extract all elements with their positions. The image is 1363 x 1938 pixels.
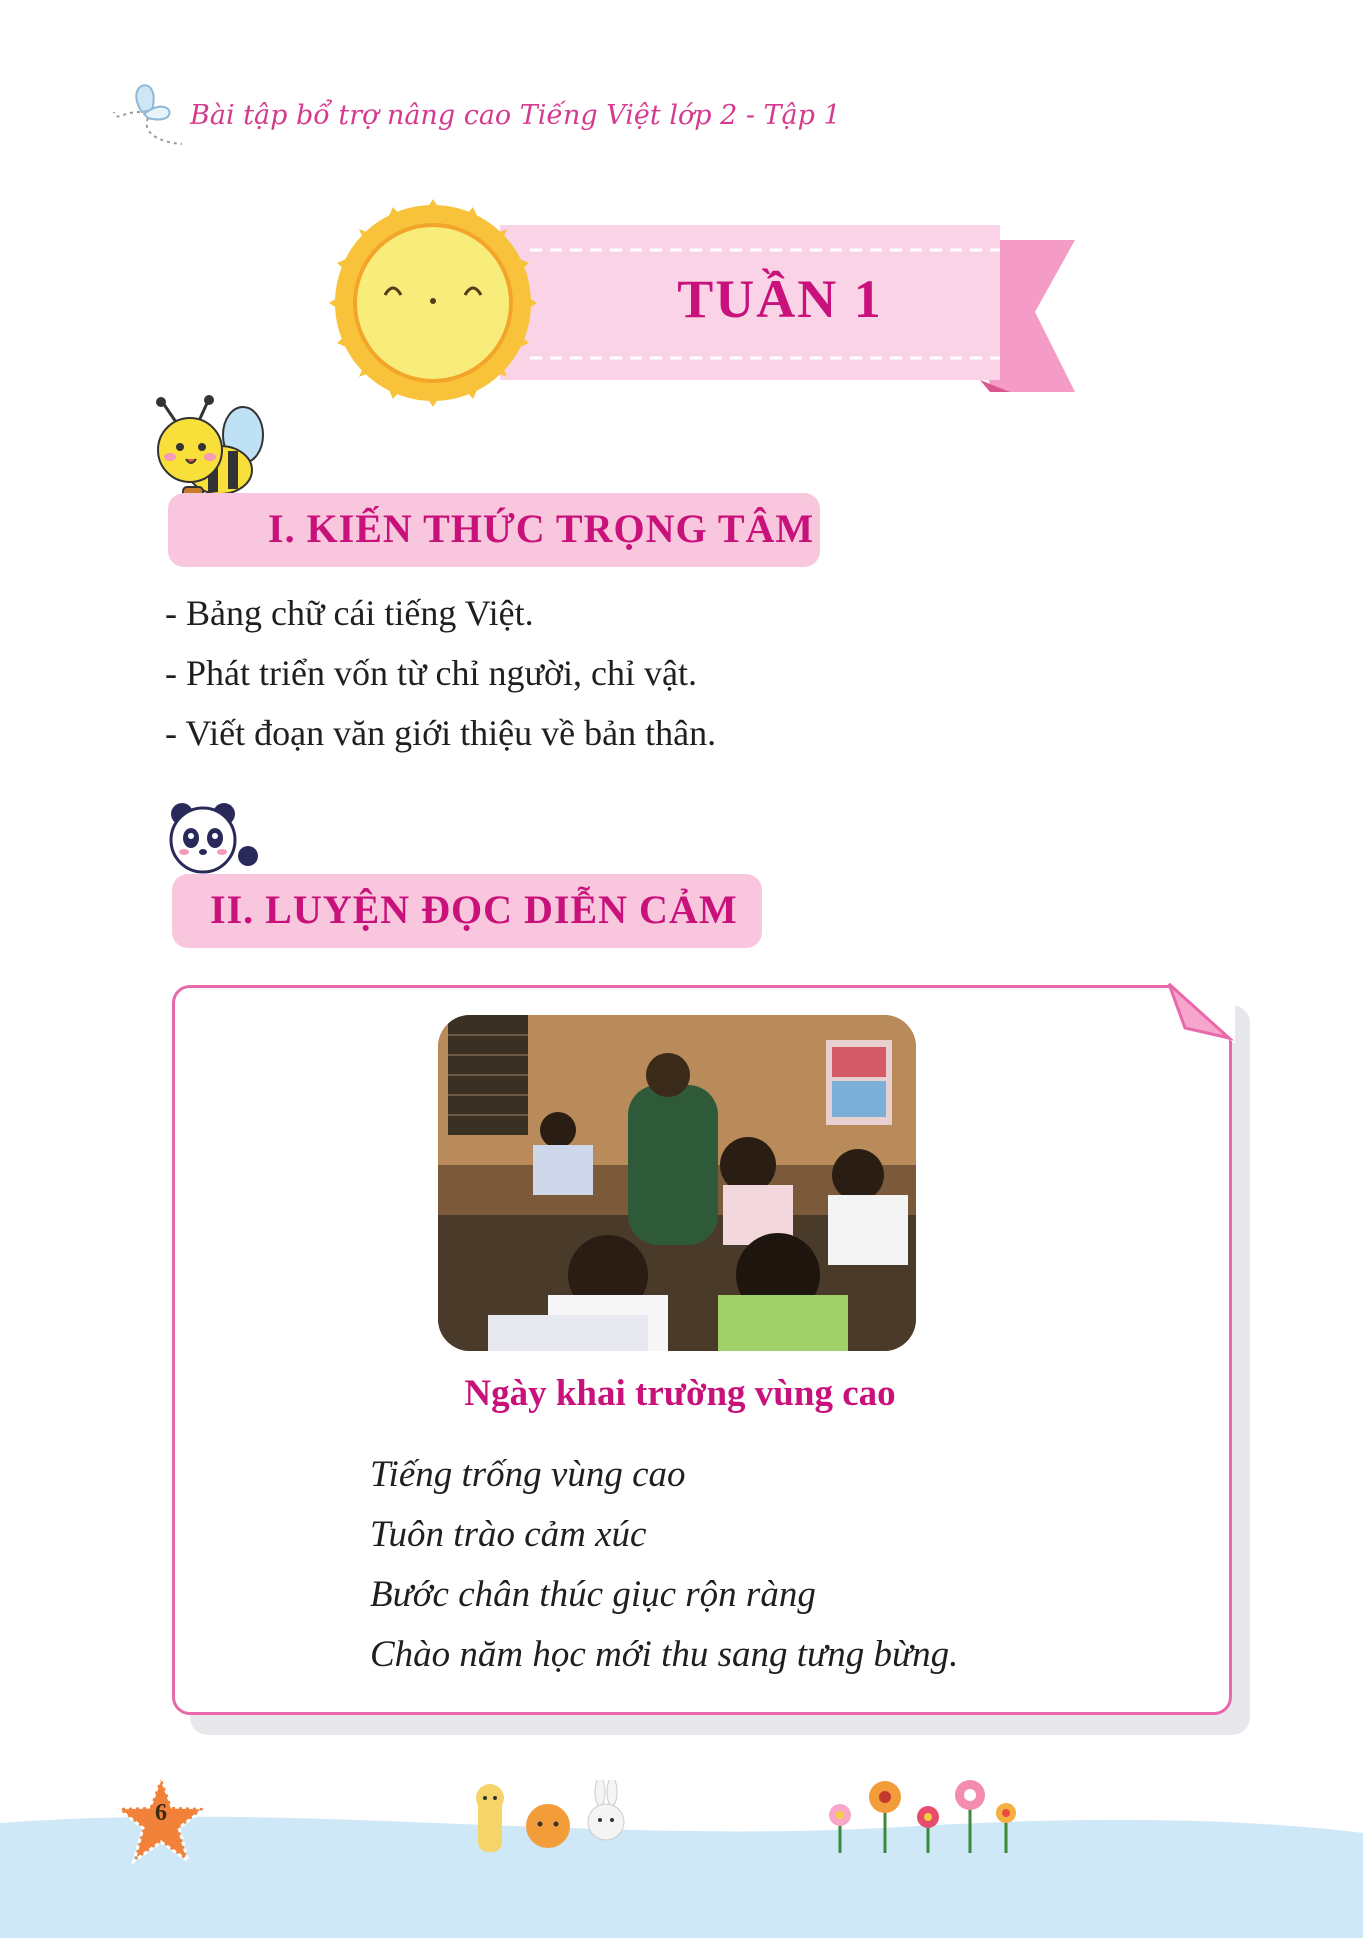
bullet-item: - Viết đoạn văn giới thiệu về bản thân. [165,713,717,753]
poem-title: Ngày khai trường vùng cao [464,1373,896,1414]
poem-line: Tuôn trào cảm xúc [370,1514,647,1555]
poem-line: Tiếng trống vùng cao [370,1454,686,1495]
week-title: TUẦN 1 [677,269,883,329]
poem-line: Bước chân thúc giục rộn ràng [370,1574,816,1615]
bullet-item: - Bảng chữ cái tiếng Việt. [165,593,534,633]
panda-icon [168,800,268,880]
bullet-item: - Phát triển vốn từ chỉ người, chỉ vật. [165,653,697,693]
page-number: 6 [155,1800,167,1826]
book-title: Bài tập bổ trợ nâng cao Tiếng Việt lớp 2 - Tập 1 [190,100,841,131]
classroom-photo [438,1015,916,1351]
section-1-title: I. KIẾN THỨC TRỌNG TÂM [268,506,815,551]
animals-icon [470,1780,630,1855]
page-curl-icon [1165,982,1235,1047]
poem-line: Chào năm học mới thu sang tưng bừng. [370,1634,959,1675]
section-2-title: II. LUYỆN ĐỌC DIỄN CẢM [210,887,738,932]
butterfly-icon [112,72,192,152]
flowers-icon [810,1775,1030,1855]
sun-icon [318,198,548,408]
